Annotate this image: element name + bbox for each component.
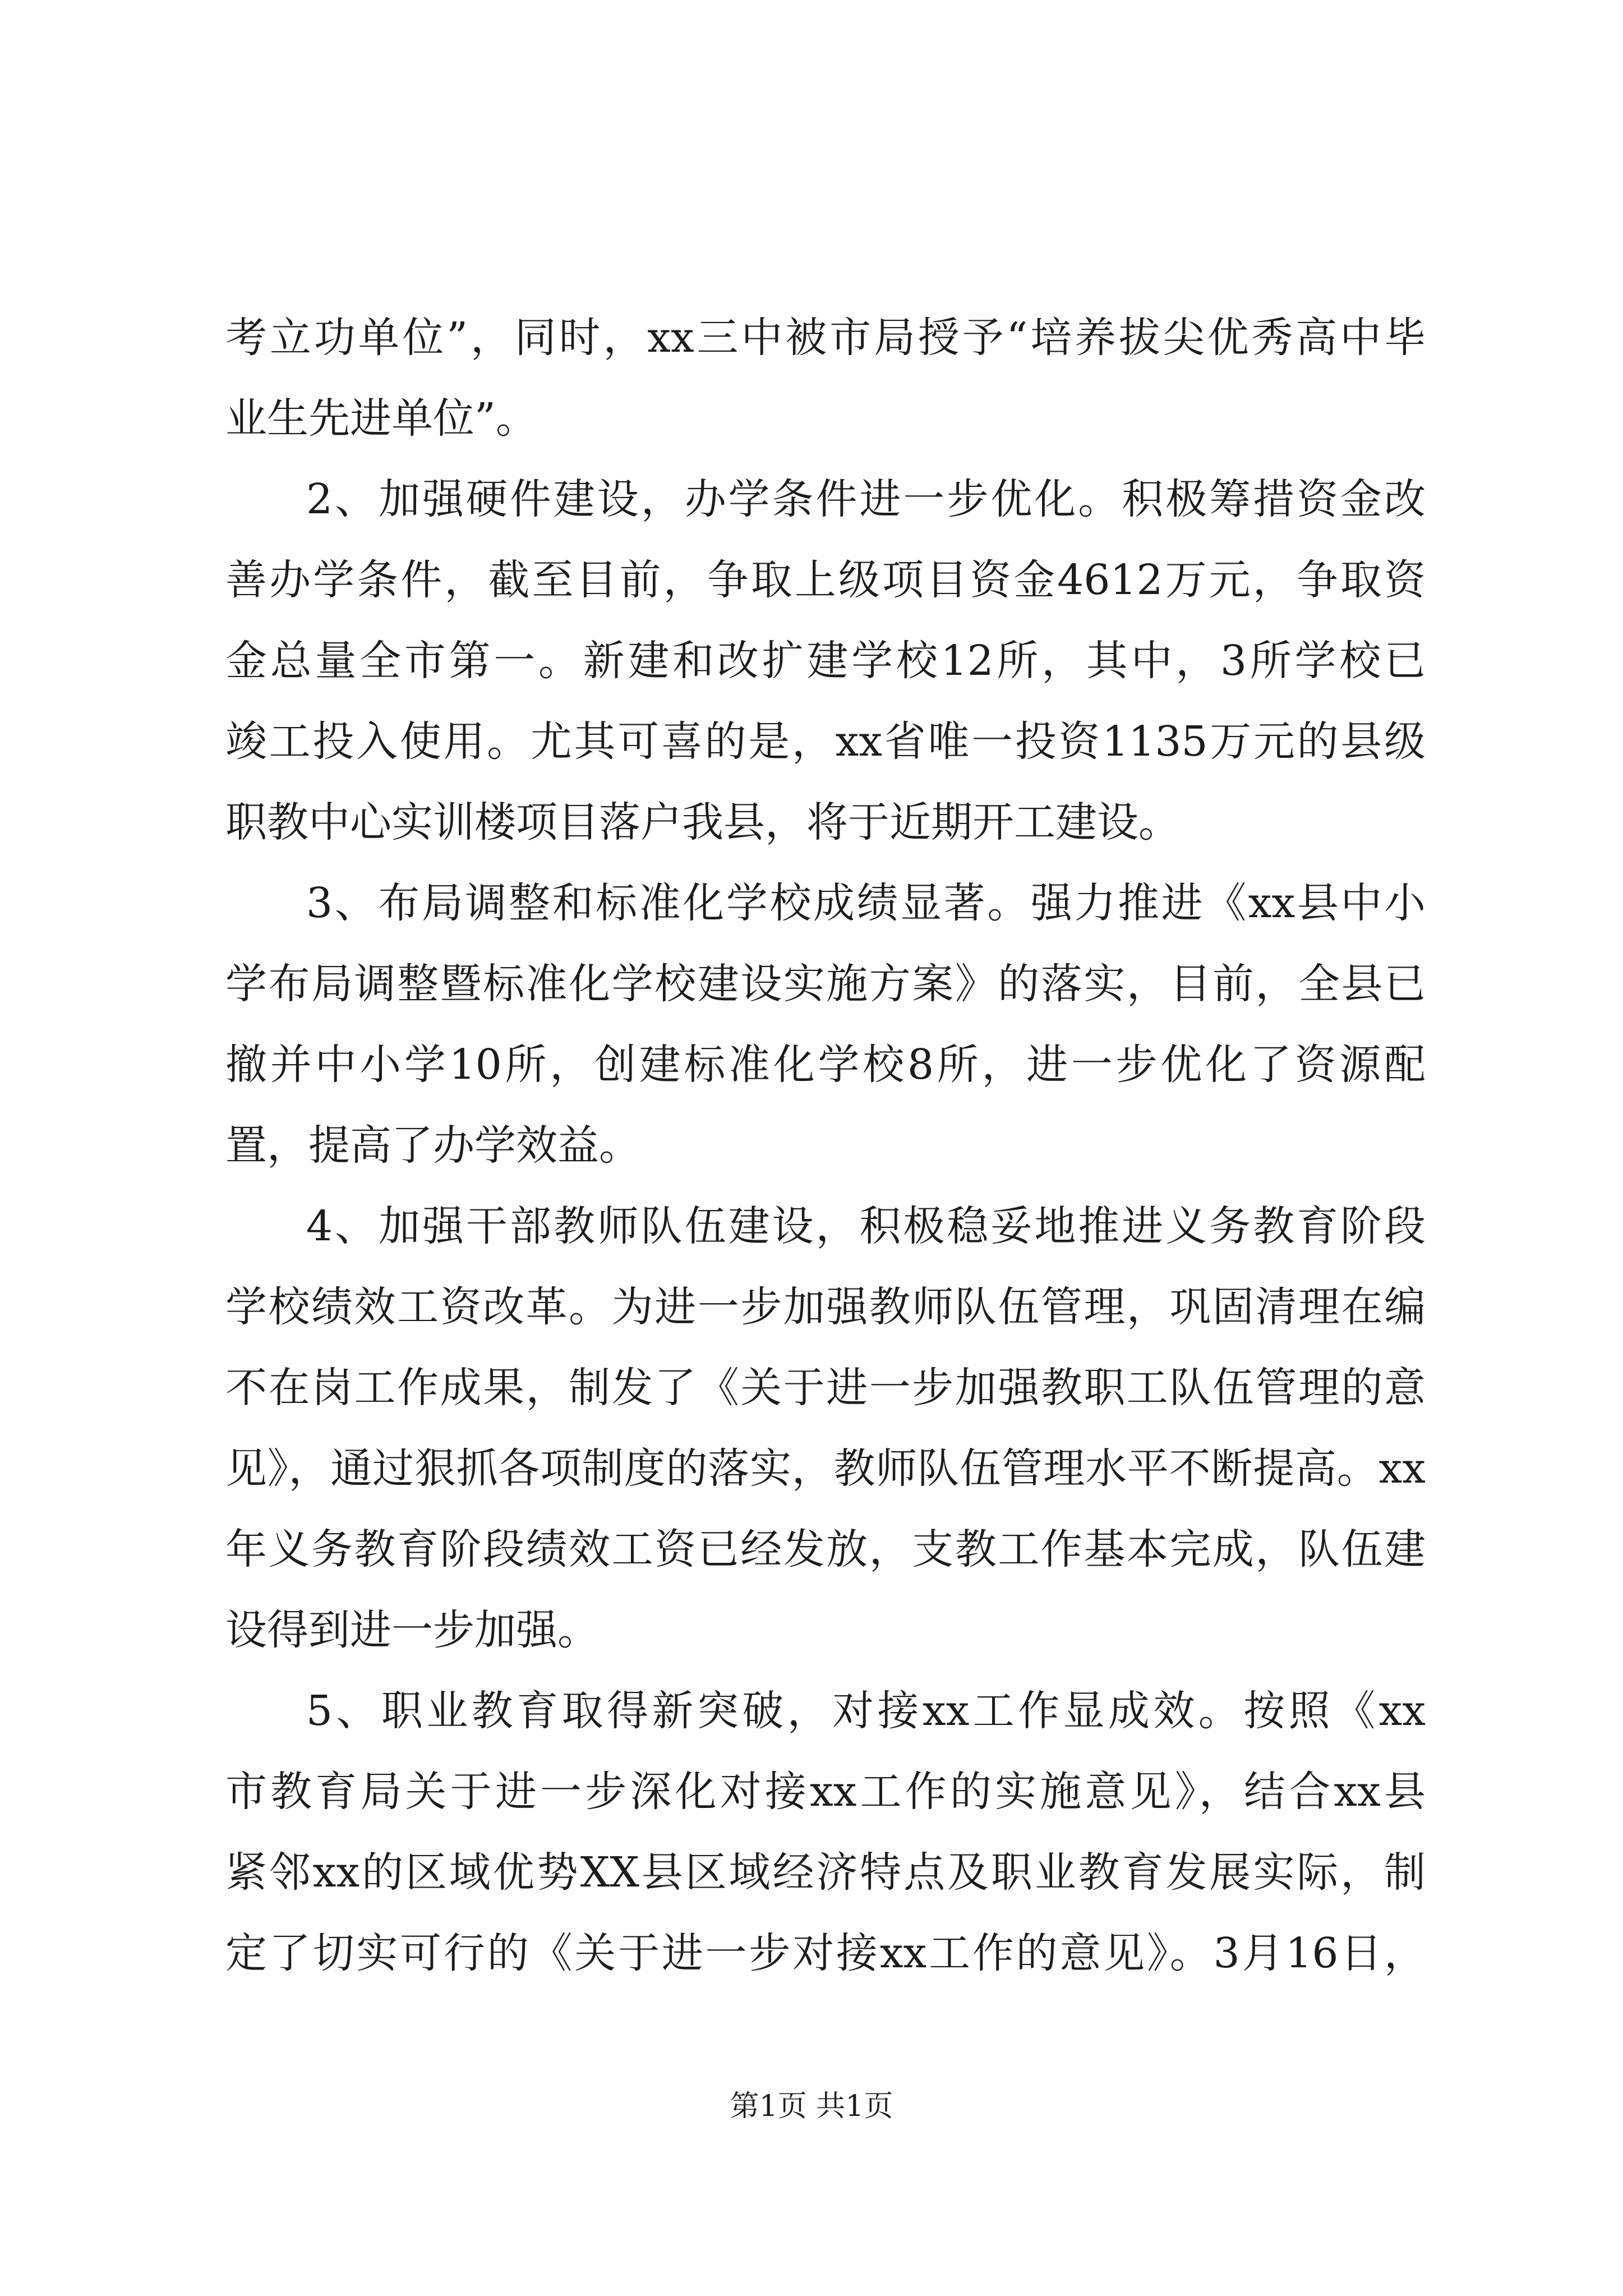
text-line: 设得到进一步加强。 xyxy=(225,1606,599,1654)
text-line: 紧邻xx的区域优势XX县区域经济特点及职业教育发展实际，制 xyxy=(225,1848,1426,1897)
text-line: 业生先进单位”。 xyxy=(225,394,537,443)
text-line: 金总量全市第一。新建和改扩建学校12所，其中，3所学校已 xyxy=(225,637,1426,685)
text-line: 置，提高了办学效益。 xyxy=(225,1121,640,1170)
text-line: 见》，通过狠抓各项制度的落实，教师队伍管理水平不断提高。xx xyxy=(225,1444,1426,1493)
text-line: 竣工投入使用。尤其可喜的是，xx省唯一投资1135万元的县级 xyxy=(225,717,1426,766)
text-line: 职教中心实训楼项目落户我县，将于近期开工建设。 xyxy=(225,798,1180,846)
text-line: 4、加强干部教师队伍建设，积极稳妥地推进义务教育阶段 xyxy=(306,1202,1426,1250)
text-line: 2、加强硬件建设，办学条件进一步优化。积极筹措资金改 xyxy=(306,475,1426,523)
text-line: 善办学条件，截至目前，争取上级项目资金4612万元，争取资 xyxy=(225,556,1426,604)
text-line: 不在岗工作成果，制发了《关于进一步加强教职工队伍管理的意 xyxy=(225,1364,1426,1412)
text-line: 撤并中小学10所，创建标准化学校8所，进一步优化了资源配 xyxy=(225,1041,1426,1089)
text-line: 3、布局调整和标准化学校成绩显著。强力推进《xx县中小 xyxy=(306,879,1426,927)
page-footer: 第1页 共1页 xyxy=(730,2090,893,2123)
text-line: 学校绩效工资改革。为进一步加强教师队伍管理，巩固清理在编 xyxy=(225,1283,1426,1331)
text-line: 年义务教育阶段绩效工资已经发放，支教工作基本完成，队伍建 xyxy=(225,1525,1426,1573)
text-line: 定了切实可行的《关于进一步对接xx工作的意见》。3月16日， xyxy=(225,1929,1426,1977)
text-line: 市教育局关于进一步深化对接xx工作的实施意见》，结合xx县 xyxy=(225,1768,1426,1816)
text-line: 学布局调整暨标准化学校建设实施方案》的落实，目前，全县已 xyxy=(225,960,1426,1008)
text-line: 5、职业教育取得新突破，对接xx工作显成效。按照《xx xyxy=(306,1687,1426,1735)
text-line: 考立功单位”，同时，xx三中被市局授予“培养拔尖优秀高中毕 xyxy=(225,314,1426,362)
